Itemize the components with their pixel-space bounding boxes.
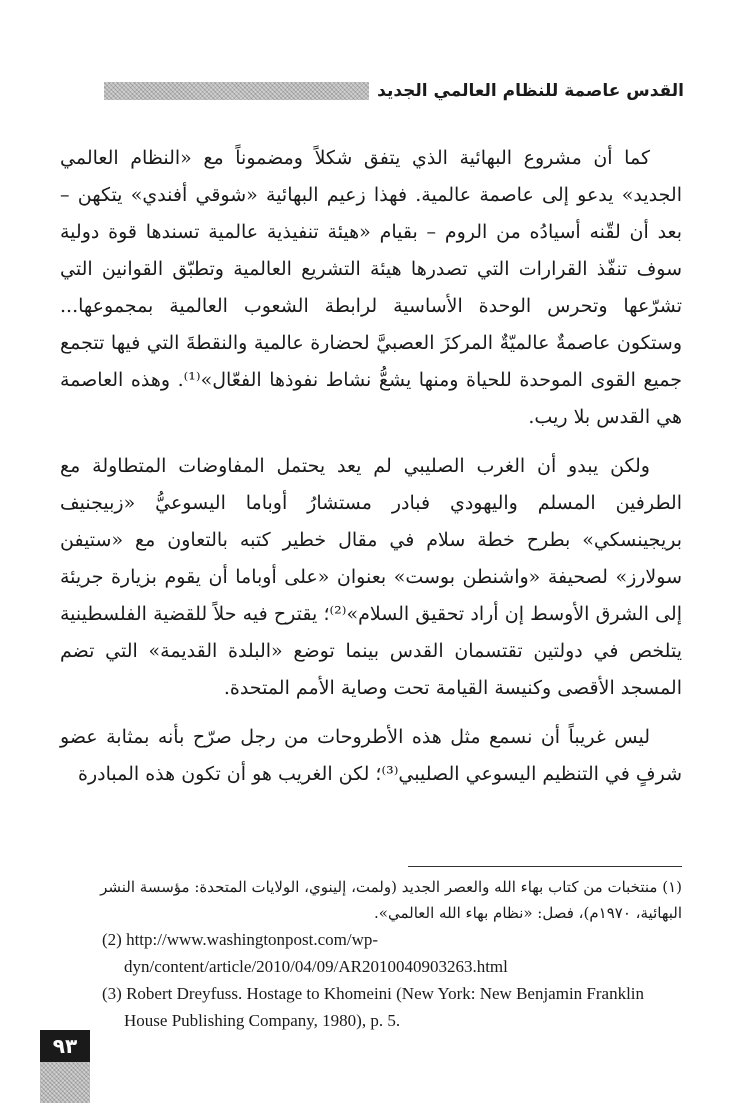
page-number: ٩٣ [40, 1030, 90, 1062]
footnote-3: (3) Robert Dreyfuss. Hostage to Khomeini (New York: New Benjamin Franklin House Publishing Company, 1980), p. 5. [102, 984, 645, 1030]
footnote-2: (2) http://www.washingtonpost.com/wp-dyn/content/article/2010/04/09/AR2010040903263.html [102, 930, 508, 976]
main-text [60, 140, 682, 805]
paragraph-3: ليس غريباً أن نسمع مثل هذه الأطروحات من رجل صرّح بأنه بمثابة عضو شرفٍ في التنظيم اليسوعي الصليبي⁽³⁾؛ لكن الغريب هو أن تكون هذه المبادرة [60, 726, 682, 785]
footnote-1: (١) منتخبات من كتاب بهاء الله والعصر الجديد (ولمت، إلينوي، الولايات المتحدة: مؤسسة النشر البهائية، ١٩٧٠م)، فصل: «نظام بهاء الله العالمي». [100, 878, 682, 922]
header-title: القدس عاصمة للنظام العالمي الجديد [377, 81, 684, 101]
running-header [104, 80, 684, 102]
paragraph-1: كما أن مشروع البهائية الذي يتفق شكلاً ومضموناً مع «النظام العالمي الجديد» يدعو إلى عاصمة عالمية. فهذا زعيم البهائية «شوقي أفندي» يتكهن – بعد أن لقّنه أسيادُه من الروم – بقيام «هيئة تنفيذية عالمية تسندها قوة دولية سوف تنفّذ القرارات التي تصدرها هيئة التشريع العالمية وتطبّق القوانين التي تشرّعها وتحرس الوحدة الأساسية لرابطة الشعوب العالمية بمجموعها... وستكون عاصمةٌ عالميّةٌ المركزَ العصبيَّ لحضارة عالمية والنقطةَ التي فيها تتجمع جميع القوى الموحدة للحياة ومنها يشعُّ نشاط نفوذها الفعّال»⁽¹⁾. وهذه العاصمة هي القدس بلا ريب. [60, 147, 682, 428]
paragraph-2: ولكن يبدو أن الغرب الصليبي لم يعد يحتمل المفاوضات المتطاولة مع الطرفين المسلم واليهودي فبادر مستشارُ أوباما اليسوعيُّ «زبيجنيف بريجينسكي» بطرح خطة سلام في مقال خطير كتبه بالتعاون مع «ستيفن سولارز» لصحيفة «واشنطن بوست» بعنوان «على أوباما أن يقوم بزيارة جريئة إلى الشرق الأوسط إن أراد تحقيق السلام»⁽²⁾؛ يقترح فيه حلاً للقضية الفلسطينية يتلخص في دولتين تقتسمان القدس بينما توضع «البلدة القديمة» التي تضم المسجد الأقصى وكنيسة القيامة تحت وصاية الأمم المتحدة. [60, 455, 682, 699]
footnote-divider [408, 866, 682, 867]
header-pattern-bar [104, 82, 369, 100]
footnotes [80, 874, 682, 1034]
page-number-pattern [40, 1062, 90, 1103]
